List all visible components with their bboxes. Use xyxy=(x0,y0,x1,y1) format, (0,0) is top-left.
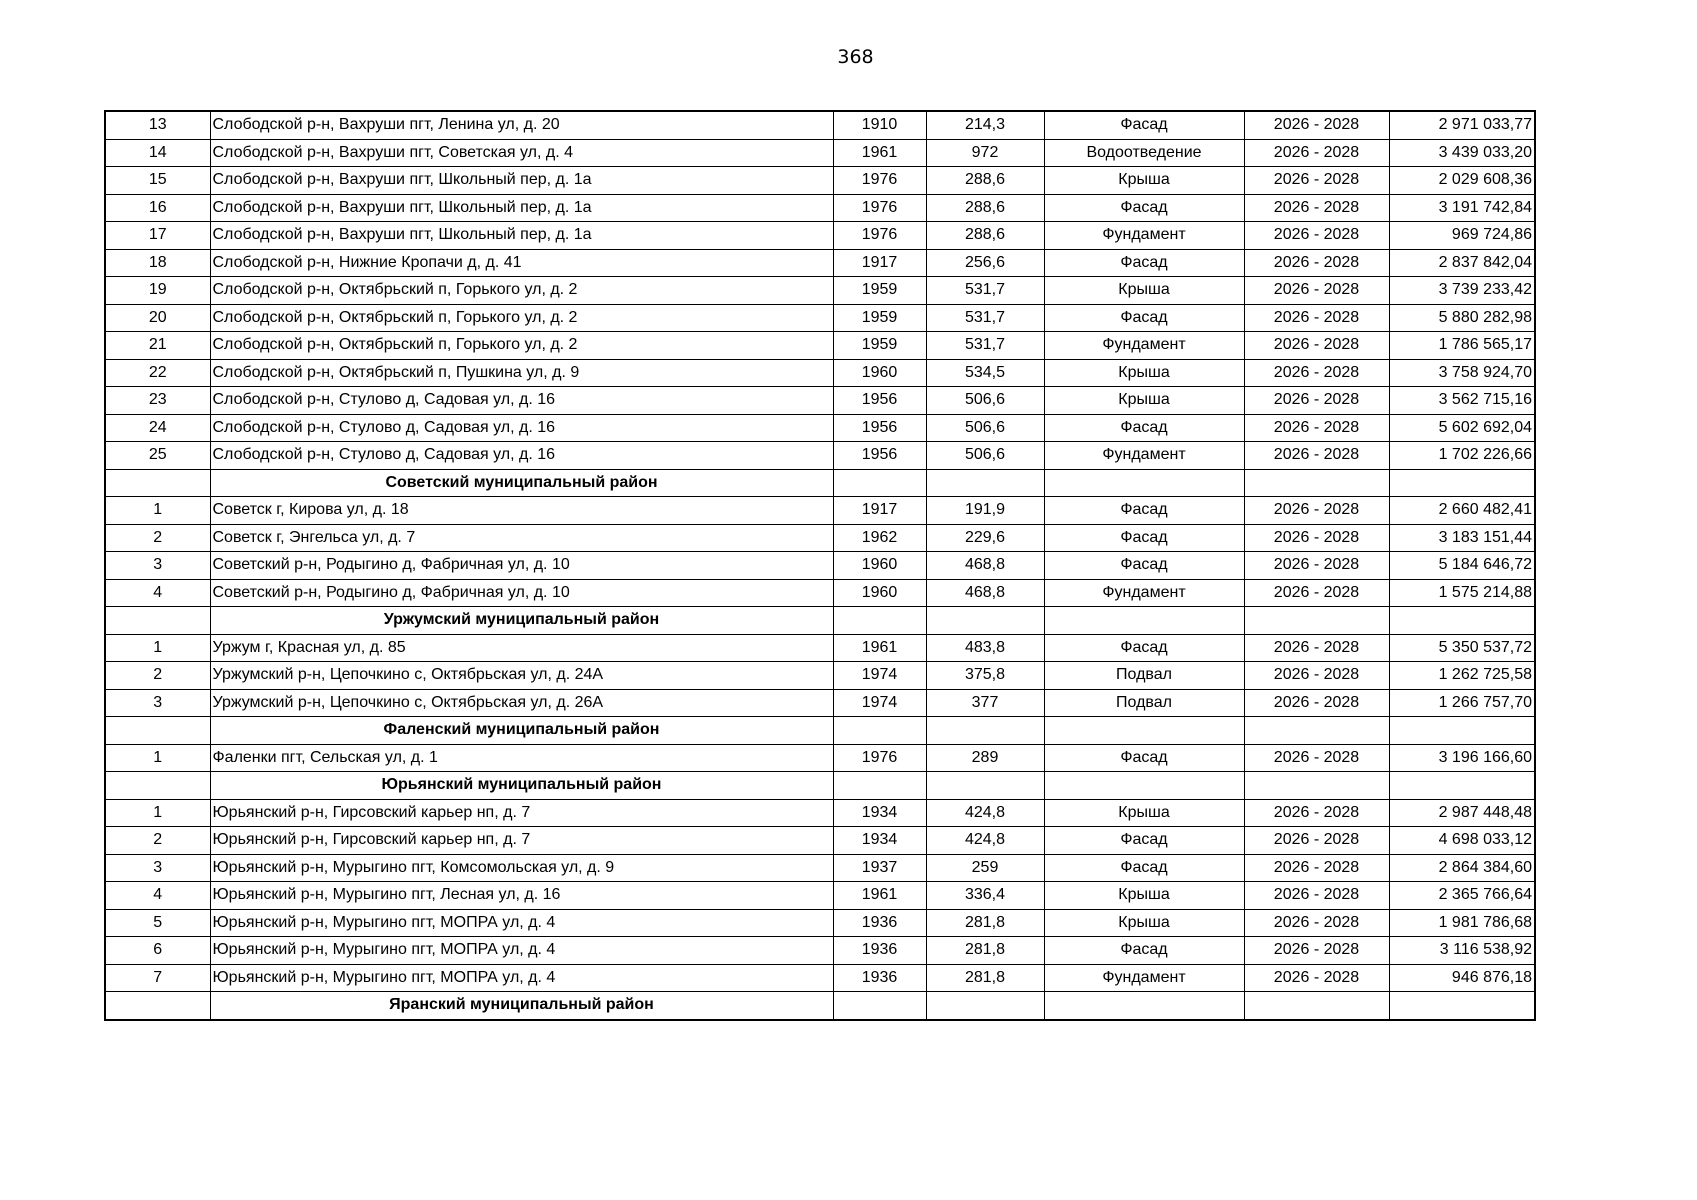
period-cell: 2026 - 2028 xyxy=(1244,799,1389,827)
period-cell: 2026 - 2028 xyxy=(1244,964,1389,992)
address-cell: Слободской р-н, Вахруши пгт, Ленина ул, д. 20 xyxy=(210,111,833,139)
area-cell: 377 xyxy=(926,689,1044,717)
row-number: 21 xyxy=(105,332,210,360)
period-cell: 2026 - 2028 xyxy=(1244,277,1389,305)
address-cell: Слободской р-н, Вахруши пгт, Школьный пер, д. 1а xyxy=(210,167,833,195)
row-number: 19 xyxy=(105,277,210,305)
year-built-cell: 1937 xyxy=(833,854,926,882)
period-cell: 2026 - 2028 xyxy=(1244,359,1389,387)
cost-cell: 1 262 725,58 xyxy=(1389,662,1535,690)
table-row xyxy=(105,442,1535,470)
address-cell: Слободской р-н, Вахруши пгт, Советская ул, д. 4 xyxy=(210,139,833,167)
empty-cell xyxy=(1044,717,1244,745)
table-row xyxy=(105,111,1535,139)
address-cell: Слободской р-н, Стулово д, Садовая ул, д. 16 xyxy=(210,387,833,415)
row-number: 3 xyxy=(105,689,210,717)
empty-cell xyxy=(1044,469,1244,497)
row-number: 18 xyxy=(105,249,210,277)
area-cell: 281,8 xyxy=(926,909,1044,937)
area-cell: 336,4 xyxy=(926,882,1044,910)
work-type-cell: Крыша xyxy=(1044,799,1244,827)
row-number: 1 xyxy=(105,497,210,525)
address-cell: Слободской р-н, Вахруши пгт, Школьный пер, д. 1а xyxy=(210,222,833,250)
area-cell: 288,6 xyxy=(926,222,1044,250)
work-type-cell: Крыша xyxy=(1044,359,1244,387)
work-type-cell: Фундамент xyxy=(1044,332,1244,360)
work-type-cell: Фасад xyxy=(1044,304,1244,332)
cost-cell: 4 698 033,12 xyxy=(1389,827,1535,855)
year-built-cell: 1974 xyxy=(833,662,926,690)
row-number: 15 xyxy=(105,167,210,195)
row-number: 4 xyxy=(105,882,210,910)
table-row xyxy=(105,414,1535,442)
year-built-cell: 1962 xyxy=(833,524,926,552)
work-type-cell: Фундамент xyxy=(1044,964,1244,992)
page-number: 368 xyxy=(837,46,874,68)
table-row xyxy=(105,304,1535,332)
empty-cell xyxy=(1044,607,1244,635)
empty-cell xyxy=(105,992,210,1020)
address-cell: Советский р-н, Родыгино д, Фабричная ул, д. 10 xyxy=(210,579,833,607)
table-row xyxy=(105,744,1535,772)
cost-cell: 3 439 033,20 xyxy=(1389,139,1535,167)
year-built-cell: 1959 xyxy=(833,304,926,332)
address-cell: Слободской р-н, Вахруши пгт, Школьный пер, д. 1а xyxy=(210,194,833,222)
cost-cell: 1 575 214,88 xyxy=(1389,579,1535,607)
year-built-cell: 1974 xyxy=(833,689,926,717)
empty-cell xyxy=(1389,717,1535,745)
table-row xyxy=(105,524,1535,552)
work-type-cell: Фасад xyxy=(1044,854,1244,882)
row-number: 20 xyxy=(105,304,210,332)
cost-cell: 2 971 033,77 xyxy=(1389,111,1535,139)
row-number: 4 xyxy=(105,579,210,607)
row-number: 5 xyxy=(105,909,210,937)
area-cell: 506,6 xyxy=(926,387,1044,415)
district-header-row xyxy=(105,992,1535,1020)
district-title: Фаленский муниципальный район xyxy=(210,717,833,745)
year-built-cell: 1917 xyxy=(833,497,926,525)
work-type-cell: Фасад xyxy=(1044,249,1244,277)
period-cell: 2026 - 2028 xyxy=(1244,744,1389,772)
table-row xyxy=(105,937,1535,965)
cost-cell: 946 876,18 xyxy=(1389,964,1535,992)
cost-cell: 3 562 715,16 xyxy=(1389,387,1535,415)
table-row xyxy=(105,827,1535,855)
period-cell: 2026 - 2028 xyxy=(1244,882,1389,910)
year-built-cell: 1961 xyxy=(833,139,926,167)
year-built-cell: 1961 xyxy=(833,882,926,910)
empty-cell xyxy=(926,717,1044,745)
area-cell: 424,8 xyxy=(926,799,1044,827)
table-row xyxy=(105,497,1535,525)
address-cell: Слободской р-н, Нижние Кропачи д, д. 41 xyxy=(210,249,833,277)
row-number: 16 xyxy=(105,194,210,222)
district-header-row xyxy=(105,469,1535,497)
row-number: 14 xyxy=(105,139,210,167)
period-cell: 2026 - 2028 xyxy=(1244,579,1389,607)
period-cell: 2026 - 2028 xyxy=(1244,524,1389,552)
year-built-cell: 1934 xyxy=(833,799,926,827)
address-cell: Юрьянский р-н, Мурыгино пгт, Комсомольская ул, д. 9 xyxy=(210,854,833,882)
area-cell: 531,7 xyxy=(926,304,1044,332)
cost-cell: 1 266 757,70 xyxy=(1389,689,1535,717)
address-cell: Юрьянский р-н, Мурыгино пгт, МОПРА ул, д. 4 xyxy=(210,937,833,965)
table-row xyxy=(105,909,1535,937)
cost-cell: 2 987 448,48 xyxy=(1389,799,1535,827)
row-number: 22 xyxy=(105,359,210,387)
row-number: 13 xyxy=(105,111,210,139)
address-cell: Советск г, Кирова ул, д. 18 xyxy=(210,497,833,525)
year-built-cell: 1976 xyxy=(833,167,926,195)
period-cell: 2026 - 2028 xyxy=(1244,552,1389,580)
address-cell: Слободской р-н, Октябрьский п, Горького ул, д. 2 xyxy=(210,304,833,332)
district-header-row xyxy=(105,607,1535,635)
cost-cell: 3 183 151,44 xyxy=(1389,524,1535,552)
empty-cell xyxy=(105,607,210,635)
row-number: 2 xyxy=(105,662,210,690)
period-cell: 2026 - 2028 xyxy=(1244,827,1389,855)
address-cell: Слободской р-н, Октябрьский п, Горького ул, д. 2 xyxy=(210,277,833,305)
work-type-cell: Фасад xyxy=(1044,497,1244,525)
table-row xyxy=(105,689,1535,717)
period-cell: 2026 - 2028 xyxy=(1244,414,1389,442)
cost-cell: 3 758 924,70 xyxy=(1389,359,1535,387)
cost-cell: 2 660 482,41 xyxy=(1389,497,1535,525)
work-type-cell: Фундамент xyxy=(1044,222,1244,250)
table-row xyxy=(105,139,1535,167)
cost-cell: 3 739 233,42 xyxy=(1389,277,1535,305)
repair-schedule-table xyxy=(104,110,1536,1021)
period-cell: 2026 - 2028 xyxy=(1244,194,1389,222)
area-cell: 531,7 xyxy=(926,277,1044,305)
area-cell: 424,8 xyxy=(926,827,1044,855)
year-built-cell: 1936 xyxy=(833,909,926,937)
row-number: 6 xyxy=(105,937,210,965)
row-number: 1 xyxy=(105,634,210,662)
empty-cell xyxy=(105,469,210,497)
table-row xyxy=(105,552,1535,580)
district-header-row xyxy=(105,717,1535,745)
empty-cell xyxy=(105,717,210,745)
empty-cell xyxy=(833,992,926,1020)
row-number: 1 xyxy=(105,744,210,772)
empty-cell xyxy=(1389,469,1535,497)
period-cell: 2026 - 2028 xyxy=(1244,387,1389,415)
area-cell: 483,8 xyxy=(926,634,1044,662)
year-built-cell: 1960 xyxy=(833,359,926,387)
address-cell: Уржум г, Красная ул, д. 85 xyxy=(210,634,833,662)
district-title: Юрьянский муниципальный район xyxy=(210,772,833,800)
work-type-cell: Крыша xyxy=(1044,909,1244,937)
table-row xyxy=(105,387,1535,415)
address-cell: Слободской р-н, Октябрьский п, Горького ул, д. 2 xyxy=(210,332,833,360)
table-row xyxy=(105,222,1535,250)
cost-cell: 3 196 166,60 xyxy=(1389,744,1535,772)
row-number: 1 xyxy=(105,799,210,827)
cost-cell: 3 116 538,92 xyxy=(1389,937,1535,965)
district-header-row xyxy=(105,772,1535,800)
empty-cell xyxy=(833,717,926,745)
table-row xyxy=(105,634,1535,662)
cost-cell: 1 702 226,66 xyxy=(1389,442,1535,470)
work-type-cell: Крыша xyxy=(1044,277,1244,305)
work-type-cell: Фасад xyxy=(1044,744,1244,772)
cost-cell: 5 602 692,04 xyxy=(1389,414,1535,442)
district-title: Советский муниципальный район xyxy=(210,469,833,497)
address-cell: Советский р-н, Родыгино д, Фабричная ул, д. 10 xyxy=(210,552,833,580)
area-cell: 506,6 xyxy=(926,414,1044,442)
work-type-cell: Крыша xyxy=(1044,167,1244,195)
empty-cell xyxy=(1244,772,1389,800)
year-built-cell: 1934 xyxy=(833,827,926,855)
table-body xyxy=(105,111,1535,1020)
work-type-cell: Подвал xyxy=(1044,689,1244,717)
table-row xyxy=(105,579,1535,607)
area-cell: 375,8 xyxy=(926,662,1044,690)
area-cell: 289 xyxy=(926,744,1044,772)
work-type-cell: Фасад xyxy=(1044,827,1244,855)
year-built-cell: 1959 xyxy=(833,277,926,305)
address-cell: Юрьянский р-н, Мурыгино пгт, МОПРА ул, д. 4 xyxy=(210,909,833,937)
empty-cell xyxy=(926,607,1044,635)
row-number: 24 xyxy=(105,414,210,442)
period-cell: 2026 - 2028 xyxy=(1244,937,1389,965)
empty-cell xyxy=(1389,772,1535,800)
period-cell: 2026 - 2028 xyxy=(1244,909,1389,937)
period-cell: 2026 - 2028 xyxy=(1244,111,1389,139)
year-built-cell: 1976 xyxy=(833,194,926,222)
table-row xyxy=(105,964,1535,992)
work-type-cell: Водоотведение xyxy=(1044,139,1244,167)
table-row xyxy=(105,854,1535,882)
work-type-cell: Фундамент xyxy=(1044,579,1244,607)
period-cell: 2026 - 2028 xyxy=(1244,634,1389,662)
cost-cell: 5 184 646,72 xyxy=(1389,552,1535,580)
work-type-cell: Фасад xyxy=(1044,634,1244,662)
empty-cell xyxy=(926,772,1044,800)
empty-cell xyxy=(1244,717,1389,745)
cost-cell: 2 864 384,60 xyxy=(1389,854,1535,882)
area-cell: 256,6 xyxy=(926,249,1044,277)
work-type-cell: Крыша xyxy=(1044,882,1244,910)
period-cell: 2026 - 2028 xyxy=(1244,332,1389,360)
cost-cell: 2 365 766,64 xyxy=(1389,882,1535,910)
row-number: 2 xyxy=(105,524,210,552)
area-cell: 191,9 xyxy=(926,497,1044,525)
period-cell: 2026 - 2028 xyxy=(1244,139,1389,167)
year-built-cell: 1956 xyxy=(833,442,926,470)
area-cell: 214,3 xyxy=(926,111,1044,139)
period-cell: 2026 - 2028 xyxy=(1244,442,1389,470)
year-built-cell: 1960 xyxy=(833,579,926,607)
cost-cell: 3 191 742,84 xyxy=(1389,194,1535,222)
table-row xyxy=(105,662,1535,690)
table-row xyxy=(105,167,1535,195)
table-row xyxy=(105,332,1535,360)
cost-cell: 1 981 786,68 xyxy=(1389,909,1535,937)
period-cell: 2026 - 2028 xyxy=(1244,497,1389,525)
address-cell: Слободской р-н, Стулово д, Садовая ул, д. 16 xyxy=(210,414,833,442)
district-title: Яранский муниципальный район xyxy=(210,992,833,1020)
area-cell: 972 xyxy=(926,139,1044,167)
table-row xyxy=(105,359,1535,387)
area-cell: 281,8 xyxy=(926,964,1044,992)
table-row xyxy=(105,194,1535,222)
empty-cell xyxy=(1244,469,1389,497)
work-type-cell: Фасад xyxy=(1044,111,1244,139)
area-cell: 288,6 xyxy=(926,167,1044,195)
area-cell: 506,6 xyxy=(926,442,1044,470)
work-type-cell: Фасад xyxy=(1044,414,1244,442)
year-built-cell: 1976 xyxy=(833,222,926,250)
period-cell: 2026 - 2028 xyxy=(1244,167,1389,195)
year-built-cell: 1960 xyxy=(833,552,926,580)
period-cell: 2026 - 2028 xyxy=(1244,222,1389,250)
area-cell: 259 xyxy=(926,854,1044,882)
address-cell: Уржумский р-н, Цепочкино с, Октябрьская ул, д. 24А xyxy=(210,662,833,690)
work-type-cell: Фасад xyxy=(1044,524,1244,552)
empty-cell xyxy=(1389,607,1535,635)
empty-cell xyxy=(926,992,1044,1020)
period-cell: 2026 - 2028 xyxy=(1244,854,1389,882)
empty-cell xyxy=(833,469,926,497)
table-row xyxy=(105,882,1535,910)
area-cell: 468,8 xyxy=(926,552,1044,580)
table-row xyxy=(105,799,1535,827)
table-row xyxy=(105,277,1535,305)
row-number: 3 xyxy=(105,552,210,580)
year-built-cell: 1936 xyxy=(833,964,926,992)
area-cell: 468,8 xyxy=(926,579,1044,607)
year-built-cell: 1956 xyxy=(833,414,926,442)
address-cell: Юрьянский р-н, Гирсовский карьер нп, д. 7 xyxy=(210,827,833,855)
year-built-cell: 1976 xyxy=(833,744,926,772)
empty-cell xyxy=(105,772,210,800)
year-built-cell: 1917 xyxy=(833,249,926,277)
work-type-cell: Фасад xyxy=(1044,194,1244,222)
row-number: 2 xyxy=(105,827,210,855)
empty-cell xyxy=(926,469,1044,497)
empty-cell xyxy=(1044,772,1244,800)
period-cell: 2026 - 2028 xyxy=(1244,662,1389,690)
row-number: 17 xyxy=(105,222,210,250)
work-type-cell: Крыша xyxy=(1044,387,1244,415)
address-cell: Уржумский р-н, Цепочкино с, Октябрьская ул, д. 26А xyxy=(210,689,833,717)
period-cell: 2026 - 2028 xyxy=(1244,249,1389,277)
address-cell: Юрьянский р-н, Гирсовский карьер нп, д. 7 xyxy=(210,799,833,827)
area-cell: 531,7 xyxy=(926,332,1044,360)
district-title: Уржумский муниципальный район xyxy=(210,607,833,635)
cost-cell: 2 029 608,36 xyxy=(1389,167,1535,195)
year-built-cell: 1961 xyxy=(833,634,926,662)
work-type-cell: Фасад xyxy=(1044,552,1244,580)
address-cell: Советск г, Энгельса ул, д. 7 xyxy=(210,524,833,552)
row-number: 25 xyxy=(105,442,210,470)
cost-cell: 5 880 282,98 xyxy=(1389,304,1535,332)
empty-cell xyxy=(1044,992,1244,1020)
year-built-cell: 1956 xyxy=(833,387,926,415)
empty-cell xyxy=(1244,607,1389,635)
address-cell: Юрьянский р-н, Мурыгино пгт, Лесная ул, д. 16 xyxy=(210,882,833,910)
work-type-cell: Фасад xyxy=(1044,937,1244,965)
year-built-cell: 1910 xyxy=(833,111,926,139)
address-cell: Юрьянский р-н, Мурыгино пгт, МОПРА ул, д. 4 xyxy=(210,964,833,992)
address-cell: Слободской р-н, Октябрьский п, Пушкина ул, д. 9 xyxy=(210,359,833,387)
work-type-cell: Подвал xyxy=(1044,662,1244,690)
period-cell: 2026 - 2028 xyxy=(1244,304,1389,332)
cost-cell: 2 837 842,04 xyxy=(1389,249,1535,277)
row-number: 23 xyxy=(105,387,210,415)
row-number: 7 xyxy=(105,964,210,992)
empty-cell xyxy=(833,772,926,800)
address-cell: Слободской р-н, Стулово д, Садовая ул, д. 16 xyxy=(210,442,833,470)
address-cell: Фаленки пгт, Сельская ул, д. 1 xyxy=(210,744,833,772)
cost-cell: 969 724,86 xyxy=(1389,222,1535,250)
empty-cell xyxy=(1389,992,1535,1020)
cost-cell: 1 786 565,17 xyxy=(1389,332,1535,360)
year-built-cell: 1959 xyxy=(833,332,926,360)
empty-cell xyxy=(833,607,926,635)
table-row xyxy=(105,249,1535,277)
area-cell: 288,6 xyxy=(926,194,1044,222)
area-cell: 534,5 xyxy=(926,359,1044,387)
area-cell: 281,8 xyxy=(926,937,1044,965)
row-number: 3 xyxy=(105,854,210,882)
area-cell: 229,6 xyxy=(926,524,1044,552)
cost-cell: 5 350 537,72 xyxy=(1389,634,1535,662)
empty-cell xyxy=(1244,992,1389,1020)
work-type-cell: Фундамент xyxy=(1044,442,1244,470)
period-cell: 2026 - 2028 xyxy=(1244,689,1389,717)
year-built-cell: 1936 xyxy=(833,937,926,965)
